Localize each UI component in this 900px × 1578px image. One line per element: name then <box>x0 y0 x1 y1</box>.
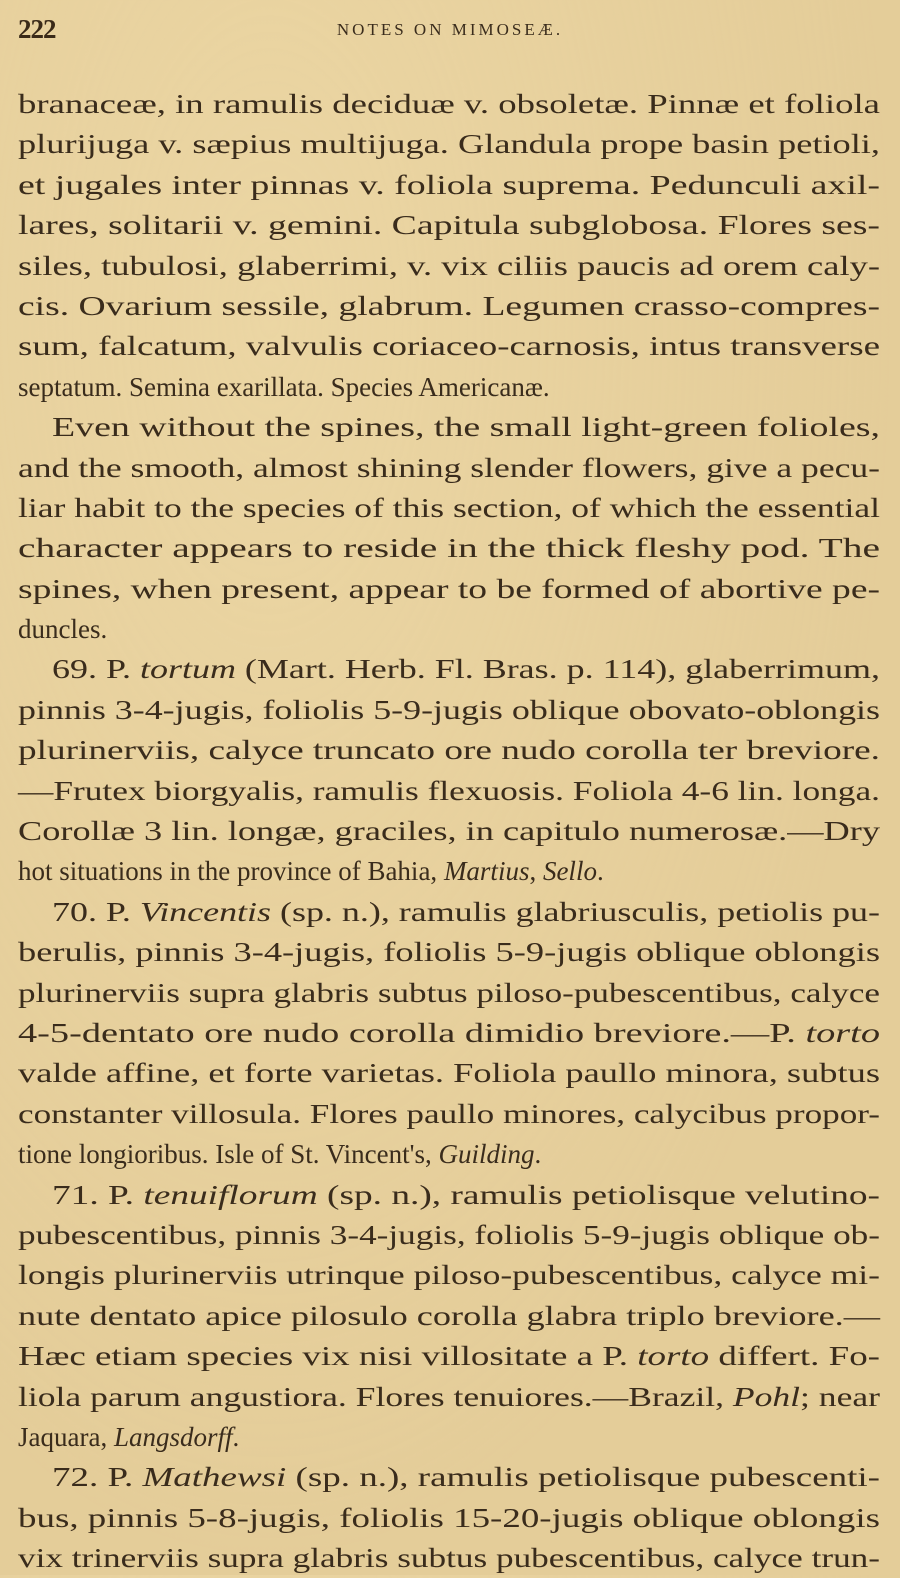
text-segment: (sp. n.), ramulis glabriusculis, petiolis pu- <box>270 896 880 927</box>
text-segment: 69. P. <box>52 654 140 685</box>
text-line <box>18 1094 880 1134</box>
text-line <box>18 851 880 891</box>
text-segment: spines, when present, appear to be formed of abortive pe- <box>18 573 880 604</box>
italic-text: Vincentis <box>139 896 271 927</box>
paragraph-first-line <box>18 1175 880 1215</box>
text-segment: Hæc etiam species vix nisi villositate a P. <box>18 1341 638 1372</box>
text-line <box>18 165 880 205</box>
text-segment: 71. P. <box>52 1179 144 1210</box>
paragraph-first-line <box>18 1457 880 1497</box>
italic-text: Pohl <box>732 1381 801 1412</box>
text-line <box>18 488 880 528</box>
text-segment: duncles. <box>18 614 108 645</box>
text-segment: cis. Ovarium sessile, glabrum. Legumen crasso-compres- <box>18 290 881 321</box>
text-segment: . <box>596 856 604 887</box>
text-line <box>18 730 880 770</box>
italic-text: Mathewsi <box>142 1462 287 1493</box>
italic-text: Martius <box>443 856 530 887</box>
text-line <box>18 1498 880 1538</box>
text-line <box>18 84 880 124</box>
text-line <box>18 124 880 164</box>
text-line <box>18 448 880 488</box>
paragraph-first-line <box>18 407 880 447</box>
text-segment: pubescentibus, pinnis 3-4-jugis, foliolis 5-9-jugis oblique ob- <box>18 1219 880 1250</box>
text-segment: plurinerviis supra glabris subtus piloso-pubescentibus, calyce <box>18 977 880 1008</box>
page-header <box>18 14 882 50</box>
text-segment: nute dentato apice pilosulo corolla glabra triplo breviore.— <box>18 1300 880 1331</box>
text-segment: sum, falcatum, valvulis coriaceo-carnosis, intus transverse <box>18 331 880 362</box>
text-line <box>18 1377 880 1417</box>
paragraph-first-line <box>18 649 880 689</box>
text-segment: Jaquara, <box>18 1421 114 1452</box>
text-segment: branaceæ, in ramulis deciduæ v. obsoletæ. Pinnæ et foliola <box>18 89 880 119</box>
text-segment: —Frutex biorgyalis, ramulis flexuosis. Foliola 4-6 lin. longa. <box>18 775 880 806</box>
text-segment: et jugales inter pinnas v. foliola suprema. Pedunculi axil- <box>18 169 880 200</box>
text-line <box>18 1538 880 1578</box>
text-segment: pinnis 3-4-jugis, foliolis 5-9-jugis oblique obovato-oblongis <box>18 694 880 725</box>
text-segment: ; near <box>800 1381 880 1412</box>
text-line <box>18 367 880 407</box>
text-line <box>18 1134 880 1174</box>
running-head: NOTES ON MIMOSEÆ. <box>336 20 564 39</box>
text-line <box>18 1336 880 1376</box>
text-segment: tione longioribus. Isle of St. Vincent's, <box>18 1139 439 1170</box>
text-line <box>18 973 880 1013</box>
body-text <box>18 84 880 1578</box>
page-number: 222 <box>18 14 56 44</box>
text-line <box>18 1215 880 1255</box>
text-segment: character appears to reside in the thick fleshy pod. The <box>18 533 880 564</box>
paragraph-first-line <box>18 892 880 932</box>
text-segment: bus, pinnis 5-8-jugis, foliolis 15-20-jugis oblique oblongis <box>18 1502 881 1533</box>
italic-text: Langsdorff <box>113 1421 233 1452</box>
text-line <box>18 528 880 568</box>
text-line <box>18 811 880 851</box>
text-segment: and the smooth, almost shining slender flowers, give a pecu- <box>18 452 880 483</box>
text-line <box>18 1255 880 1295</box>
text-line <box>18 1013 880 1053</box>
text-segment: siles, tubulosi, glaberrimi, v. vix ciliis paucis ad orem caly- <box>18 250 880 281</box>
text-line <box>18 569 880 609</box>
text-line <box>18 286 880 326</box>
text-segment: lares, solitarii v. gemini. Capitula subglobosa. Flores ses- <box>18 210 880 241</box>
text-line <box>18 932 880 972</box>
text-segment: constanter villosula. Flores paullo minores, calycibus propor- <box>18 1098 880 1129</box>
text-line <box>18 205 880 245</box>
text-line <box>18 690 880 730</box>
text-segment: Corollæ 3 lin. longæ, graciles, in capitulo numerosæ.—Dry <box>18 816 880 847</box>
text-line <box>18 1053 880 1093</box>
text-segment: valde affine, et forte varietas. Foliola paullo minora, subtus <box>18 1058 880 1089</box>
text-segment: liar habit to the species of this section, of which the essential <box>18 492 881 523</box>
text-segment: 4-5-dentato ore nudo corolla dimidio breviore.—P. <box>18 1017 806 1048</box>
text-segment: liola parum angustiora. Flores tenuiores.—Brazil, <box>18 1381 733 1412</box>
text-segment: . <box>232 1421 240 1452</box>
text-segment: differt. Fo- <box>709 1341 880 1372</box>
text-segment: , <box>529 856 543 887</box>
italic-text: torto <box>637 1341 710 1372</box>
text-segment: vix trinerviis supra glabris subtus pubescentibus, calyce trun- <box>18 1543 880 1574</box>
text-segment: berulis, pinnis 3-4-jugis, foliolis 5-9-jugis oblique oblongis <box>18 937 880 968</box>
italic-text: Guilding <box>438 1139 535 1170</box>
italic-text: torto <box>805 1017 880 1048</box>
text-segment: 72. P. <box>52 1462 143 1493</box>
text-line <box>18 326 880 366</box>
text-segment: (Mart. Herb. Fl. Bras. p. 114), glaberrimum, <box>235 654 880 685</box>
text-segment: (sp. n.), ramulis petiolisque pubescenti- <box>286 1462 880 1493</box>
text-segment: (sp. n.), ramulis petiolisque velutino- <box>317 1179 880 1210</box>
text-line <box>18 771 880 811</box>
text-segment: plurijuga v. sæpius multijuga. Glandula prope basin petioli, <box>18 129 880 160</box>
text-segment: . <box>534 1139 542 1170</box>
italic-text: tortum <box>139 654 236 685</box>
italic-text: tenuiflorum <box>143 1179 318 1210</box>
text-segment: plurinerviis, calyce truncato ore nudo corolla ter breviore. <box>18 735 880 766</box>
text-segment: Even without the spines, the small light-green folioles, <box>52 412 880 443</box>
text-segment: hot situations in the province of Bahia, <box>18 856 444 887</box>
text-line <box>18 246 880 286</box>
text-line <box>18 1417 880 1457</box>
text-line <box>18 609 880 649</box>
text-line <box>18 1296 880 1336</box>
text-segment: septatum. Semina exarillata. Species Americanæ. <box>18 371 550 402</box>
italic-text: Sello <box>542 856 597 887</box>
text-segment: longis plurinerviis utrinque piloso-pubescentibus, calyce mi- <box>18 1260 880 1291</box>
text-segment: 70. P. <box>52 896 140 927</box>
